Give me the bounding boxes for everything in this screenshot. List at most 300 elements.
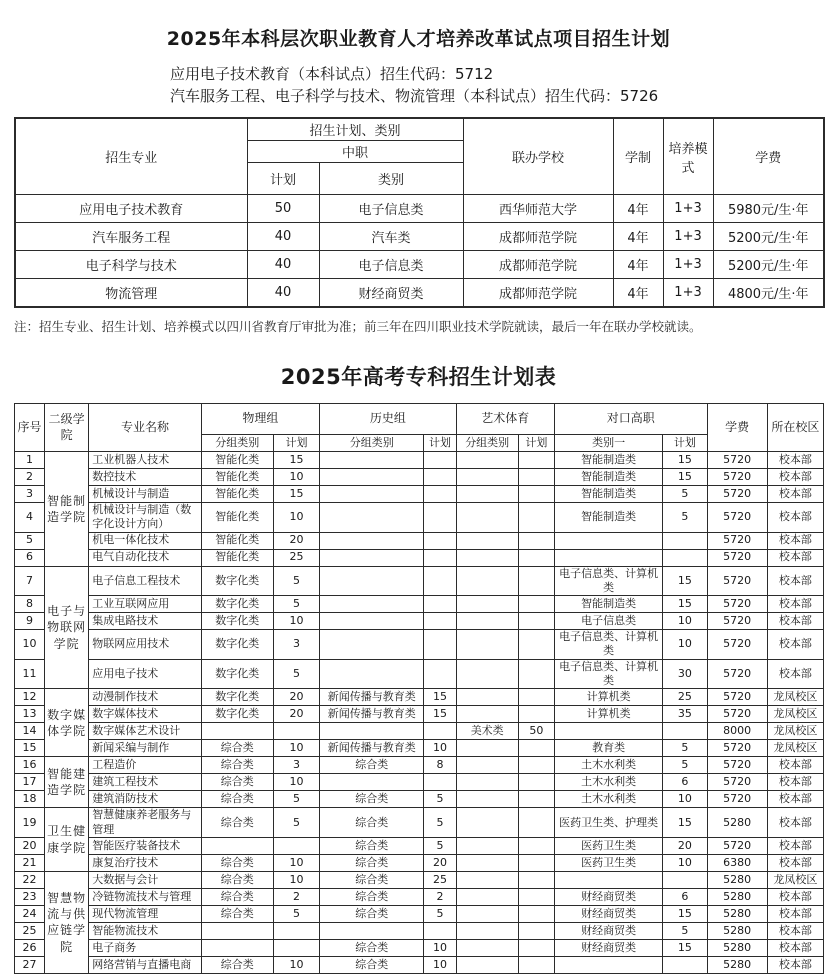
cell-seq: 1 [15, 452, 45, 469]
cell-campus: 校本部 [767, 566, 823, 596]
cell-art-plan [518, 566, 554, 596]
cell-major-name: 机电一体化技术 [89, 532, 201, 549]
table-row [15, 613, 824, 630]
cell-phy-plan: 10 [273, 503, 319, 533]
cell-art-category [456, 503, 518, 533]
cell-phy-category [201, 939, 273, 956]
cell-art-category [456, 549, 518, 566]
header-training-mode: 培养模式 [663, 118, 713, 195]
cell-tuition: 5280 [707, 888, 767, 905]
cell-art-category [456, 659, 518, 689]
cell-voc-plan: 15 [663, 452, 707, 469]
cell-tuition: 5720 [707, 740, 767, 757]
cell-voc-category: 医药卫生类、护理类 [554, 808, 662, 838]
cell-phy-category: 数字化类 [201, 689, 273, 706]
cell-seq: 14 [15, 723, 45, 740]
cell-phy-plan [273, 837, 319, 854]
cell-voc-plan: 10 [663, 854, 707, 871]
cell-voc-category: 财经商贸类 [554, 888, 662, 905]
cell-art-category [456, 774, 518, 791]
cell-voc-category: 计算机类 [554, 706, 662, 723]
table-row [15, 223, 824, 251]
cell-training-mode: 1+3 [663, 279, 713, 308]
cell-major-name: 数字媒体技术 [89, 706, 201, 723]
cell-major: 汽车服务工程 [15, 223, 247, 251]
cell-major: 应用电子技术教育 [15, 195, 247, 223]
cell-his-category: 综合类 [320, 791, 424, 808]
cell-campus: 校本部 [767, 757, 823, 774]
cell-campus: 校本部 [767, 469, 823, 486]
table-row [15, 706, 824, 723]
cell-phy-category: 综合类 [201, 888, 273, 905]
cell-phy-plan: 5 [273, 808, 319, 838]
cell-major-name: 建筑消防技术 [89, 791, 201, 808]
cell-phy-plan: 10 [273, 956, 319, 973]
cell-his-plan: 10 [424, 956, 456, 973]
cell-campus: 校本部 [767, 854, 823, 871]
cell-tuition: 5720 [707, 532, 767, 549]
header-his-plan: 计划 [424, 435, 456, 452]
document-page [0, 24, 837, 974]
cell-seq: 8 [15, 596, 45, 613]
cell-his-category: 新闻传播与教育类 [320, 689, 424, 706]
cell-voc-plan: 30 [663, 659, 707, 689]
cell-tuition: 5200元/生·年 [713, 223, 824, 251]
cell-tuition: 5720 [707, 486, 767, 503]
cell-art-category [456, 596, 518, 613]
cell-his-category: 综合类 [320, 854, 424, 871]
cell-major: 物流管理 [15, 279, 247, 308]
cell-partner-school: 成都师范学院 [463, 251, 613, 279]
subtitle-line-1: 应用电子技术教育（本科试点）招生代码：5712 [170, 65, 494, 83]
footnote: 注：招生专业、招生计划、培养模式以四川省教育厅审批为准；前三年在四川职业技术学院就读，最后一年在联办学校就读。 [14, 319, 702, 334]
cell-phy-plan [273, 723, 319, 740]
cell-phy-category: 综合类 [201, 757, 273, 774]
cell-college: 数字媒体学院 [45, 689, 89, 757]
cell-campus: 龙凤校区 [767, 871, 823, 888]
cell-seq: 11 [15, 659, 45, 689]
header-voc-category-one: 类别一 [554, 435, 662, 452]
cell-voc-plan: 6 [663, 774, 707, 791]
cell-voc-plan: 5 [663, 503, 707, 533]
cell-campus: 校本部 [767, 939, 823, 956]
cell-seq: 24 [15, 905, 45, 922]
cell-tuition: 5280 [707, 939, 767, 956]
cell-art-plan [518, 452, 554, 469]
cell-art-plan [518, 532, 554, 549]
cell-phy-category: 数字化类 [201, 659, 273, 689]
cell-his-plan [424, 723, 456, 740]
cell-art-plan [518, 630, 554, 660]
table-row [15, 659, 824, 689]
table-row [15, 279, 824, 308]
cell-art-plan [518, 837, 554, 854]
cell-his-category [320, 922, 424, 939]
cell-his-category: 综合类 [320, 939, 424, 956]
cell-major-name: 电子信息工程技术 [89, 566, 201, 596]
cell-category: 电子信息类 [319, 251, 463, 279]
cell-category: 财经商贸类 [319, 279, 463, 308]
cell-campus: 校本部 [767, 532, 823, 549]
cell-phy-plan: 15 [273, 486, 319, 503]
cell-voc-category: 计算机类 [554, 689, 662, 706]
cell-phy-category: 综合类 [201, 905, 273, 922]
cell-his-category [320, 774, 424, 791]
cell-phy-plan: 10 [273, 871, 319, 888]
cell-voc-plan: 20 [663, 837, 707, 854]
cell-campus: 校本部 [767, 808, 823, 838]
cell-voc-category [554, 549, 662, 566]
table-row [15, 503, 824, 533]
table-row [15, 740, 824, 757]
cell-his-plan [424, 532, 456, 549]
cell-voc-plan: 5 [663, 757, 707, 774]
cell-his-plan: 25 [424, 871, 456, 888]
cell-major-name: 集成电路技术 [89, 613, 201, 630]
cell-art-category [456, 888, 518, 905]
cell-voc-category: 土木水利类 [554, 757, 662, 774]
cell-art-category [456, 532, 518, 549]
cell-art-category [456, 689, 518, 706]
cell-voc-category: 智能制造类 [554, 452, 662, 469]
cell-phy-category: 智能化类 [201, 486, 273, 503]
cell-voc-plan [663, 871, 707, 888]
cell-seq: 4 [15, 503, 45, 533]
cell-seq: 18 [15, 791, 45, 808]
cell-art-plan: 50 [518, 723, 554, 740]
table-row [15, 922, 824, 939]
table-row [15, 774, 824, 791]
cell-seq: 26 [15, 939, 45, 956]
cell-college: 智能制造学院 [45, 452, 89, 567]
cell-art-category [456, 905, 518, 922]
cell-art-category [456, 791, 518, 808]
header-zhongzhi: 中职 [247, 141, 463, 163]
header-tuition: 学费 [713, 118, 824, 195]
cell-seq: 7 [15, 566, 45, 596]
cell-college: 智慧物流与供应链学院 [45, 871, 89, 973]
cell-phy-category [201, 922, 273, 939]
cell-phy-plan: 10 [273, 774, 319, 791]
cell-seq: 15 [15, 740, 45, 757]
cell-his-plan [424, 596, 456, 613]
cell-art-plan [518, 486, 554, 503]
cell-his-category [320, 452, 424, 469]
cell-art-plan [518, 922, 554, 939]
cell-his-category [320, 630, 424, 660]
cell-phy-plan: 10 [273, 854, 319, 871]
cell-plan: 40 [247, 279, 319, 308]
cell-art-plan [518, 956, 554, 973]
cell-art-category [456, 956, 518, 973]
cell-art-category [456, 566, 518, 596]
cell-his-plan: 2 [424, 888, 456, 905]
cell-phy-category: 智能化类 [201, 549, 273, 566]
cell-voc-plan: 10 [663, 791, 707, 808]
cell-art-plan [518, 888, 554, 905]
table-row [15, 837, 824, 854]
cell-major-name: 动漫制作技术 [89, 689, 201, 706]
table-row [15, 549, 824, 566]
cell-partner-school: 成都师范学院 [463, 279, 613, 308]
cell-art-category [456, 939, 518, 956]
subtitle-line-2: 汽车服务工程、电子科学与技术、物流管理（本科试点）招生代码：5726 [170, 87, 659, 105]
cell-phy-category: 综合类 [201, 774, 273, 791]
cell-art-plan [518, 740, 554, 757]
cell-voc-category: 智能制造类 [554, 503, 662, 533]
table-row [15, 195, 824, 223]
cell-major-name: 数字媒体艺术设计 [89, 723, 201, 740]
cell-phy-category [201, 837, 273, 854]
cell-major-name: 应用电子技术 [89, 659, 201, 689]
cell-voc-plan [663, 956, 707, 973]
cell-voc-plan [663, 532, 707, 549]
cell-seq: 17 [15, 774, 45, 791]
cell-phy-category [201, 723, 273, 740]
cell-phy-plan: 2 [273, 888, 319, 905]
table-row [15, 251, 824, 279]
table-row [15, 566, 824, 596]
cell-his-plan [424, 469, 456, 486]
cell-his-category [320, 659, 424, 689]
cell-major-name: 现代物流管理 [89, 905, 201, 922]
cell-campus: 校本部 [767, 888, 823, 905]
cell-plan: 40 [247, 251, 319, 279]
cell-voc-category: 智能制造类 [554, 486, 662, 503]
cell-seq: 21 [15, 854, 45, 871]
cell-his-plan: 5 [424, 808, 456, 838]
cell-major-name: 智慧健康养老服务与管理 [89, 808, 201, 838]
cell-his-category: 综合类 [320, 956, 424, 973]
cell-art-plan [518, 689, 554, 706]
cell-campus: 校本部 [767, 774, 823, 791]
header-major-name: 专业名称 [89, 404, 201, 452]
cell-campus: 校本部 [767, 659, 823, 689]
cell-major-name: 网络营销与直播电商 [89, 956, 201, 973]
header-college: 二级学院 [45, 404, 89, 452]
cell-tuition: 5720 [707, 706, 767, 723]
cell-voc-category: 智能制造类 [554, 469, 662, 486]
cell-seq: 23 [15, 888, 45, 905]
table-row [15, 723, 824, 740]
cell-seq: 22 [15, 871, 45, 888]
cell-voc-category [554, 723, 662, 740]
cell-tuition: 8000 [707, 723, 767, 740]
header-category: 类别 [319, 163, 463, 195]
cell-his-plan [424, 452, 456, 469]
cell-college: 卫生健康学院 [45, 808, 89, 872]
table-row [15, 791, 824, 808]
cell-art-plan [518, 757, 554, 774]
cell-his-category [320, 549, 424, 566]
cell-plan: 40 [247, 223, 319, 251]
cell-campus: 校本部 [767, 452, 823, 469]
table-row [15, 956, 824, 973]
cell-tuition: 4800元/生·年 [713, 279, 824, 308]
cell-phy-plan: 5 [273, 905, 319, 922]
cell-seq: 10 [15, 630, 45, 660]
cell-phy-plan: 3 [273, 630, 319, 660]
cell-major-name: 大数据与会计 [89, 871, 201, 888]
cell-campus: 龙凤校区 [767, 740, 823, 757]
cell-phy-category: 数字化类 [201, 566, 273, 596]
cell-art-category [456, 837, 518, 854]
cell-major-name: 智能物流技术 [89, 922, 201, 939]
cell-training-mode: 1+3 [663, 195, 713, 223]
cell-phy-category: 智能化类 [201, 452, 273, 469]
cell-phy-plan: 5 [273, 596, 319, 613]
subtitle-block [170, 63, 837, 107]
cell-his-category [320, 566, 424, 596]
table-row [15, 854, 824, 871]
cell-art-plan [518, 503, 554, 533]
cell-major-name: 康复治疗技术 [89, 854, 201, 871]
cell-phy-category: 数字化类 [201, 596, 273, 613]
header-voc-plan: 计划 [663, 435, 707, 452]
cell-his-category: 综合类 [320, 905, 424, 922]
cell-his-category: 综合类 [320, 837, 424, 854]
cell-phy-category: 数字化类 [201, 706, 273, 723]
table-row [15, 486, 824, 503]
cell-his-plan [424, 630, 456, 660]
table-row [15, 757, 824, 774]
cell-voc-plan [663, 549, 707, 566]
cell-his-category [320, 613, 424, 630]
cell-campus: 校本部 [767, 837, 823, 854]
cell-tuition: 5720 [707, 549, 767, 566]
cell-major-name: 机械设计与制造（数字化设计方向） [89, 503, 201, 533]
bachelor-table-body [15, 195, 824, 308]
cell-tuition: 5280 [707, 922, 767, 939]
cell-art-category [456, 922, 518, 939]
cell-campus: 校本部 [767, 613, 823, 630]
cell-campus: 龙凤校区 [767, 689, 823, 706]
cell-phy-category: 综合类 [201, 808, 273, 838]
cell-seq: 13 [15, 706, 45, 723]
header-duration: 学制 [613, 118, 663, 195]
cell-phy-plan: 5 [273, 566, 319, 596]
junior-college-plan-table [14, 403, 824, 974]
cell-tuition: 5720 [707, 566, 767, 596]
cell-his-category [320, 723, 424, 740]
cell-tuition: 5720 [707, 837, 767, 854]
header-partner-school: 联办学校 [463, 118, 613, 195]
cell-art-plan [518, 659, 554, 689]
cell-art-plan [518, 596, 554, 613]
cell-art-category [456, 486, 518, 503]
cell-art-category [456, 452, 518, 469]
cell-seq: 25 [15, 922, 45, 939]
cell-voc-plan: 15 [663, 905, 707, 922]
cell-voc-category: 教育类 [554, 740, 662, 757]
cell-seq: 19 [15, 808, 45, 838]
cell-art-category: 美术类 [456, 723, 518, 740]
cell-voc-category [554, 956, 662, 973]
cell-major-name: 新闻采编与制作 [89, 740, 201, 757]
cell-campus: 校本部 [767, 922, 823, 939]
cell-his-category: 新闻传播与教育类 [320, 740, 424, 757]
cell-phy-plan: 5 [273, 659, 319, 689]
header-tuition2: 学费 [707, 404, 767, 452]
cell-college: 电子与物联网学院 [45, 566, 89, 689]
cell-art-category [456, 469, 518, 486]
cell-tuition: 5720 [707, 469, 767, 486]
cell-tuition: 5720 [707, 774, 767, 791]
cell-campus: 校本部 [767, 596, 823, 613]
table-row [15, 905, 824, 922]
cell-voc-plan: 15 [663, 939, 707, 956]
cell-voc-category: 电子信息类 [554, 613, 662, 630]
header-history-group: 历史组 [320, 404, 457, 435]
cell-partner-school: 成都师范学院 [463, 223, 613, 251]
cell-art-category [456, 630, 518, 660]
cell-his-category [320, 532, 424, 549]
cell-art-plan [518, 613, 554, 630]
cell-seq: 2 [15, 469, 45, 486]
cell-phy-category: 智能化类 [201, 469, 273, 486]
cell-tuition: 5280 [707, 808, 767, 838]
cell-major-name: 冷链物流技术与管理 [89, 888, 201, 905]
cell-art-category [456, 706, 518, 723]
table-row [15, 888, 824, 905]
cell-tuition: 5980元/生·年 [713, 195, 824, 223]
cell-voc-plan: 5 [663, 486, 707, 503]
cell-phy-plan: 15 [273, 452, 319, 469]
cell-voc-plan: 15 [663, 596, 707, 613]
cell-phy-category: 综合类 [201, 791, 273, 808]
cell-plan: 50 [247, 195, 319, 223]
cell-major: 电子科学与技术 [15, 251, 247, 279]
cell-art-plan [518, 871, 554, 888]
cell-his-plan: 15 [424, 689, 456, 706]
cell-training-mode: 1+3 [663, 251, 713, 279]
cell-phy-plan: 10 [273, 740, 319, 757]
table-row [15, 532, 824, 549]
cell-his-plan [424, 659, 456, 689]
cell-seq: 5 [15, 532, 45, 549]
cell-art-category [456, 740, 518, 757]
cell-duration: 4年 [613, 195, 663, 223]
cell-his-plan [424, 774, 456, 791]
cell-duration: 4年 [613, 251, 663, 279]
table-row [15, 939, 824, 956]
cell-his-category: 新闻传播与教育类 [320, 706, 424, 723]
cell-phy-plan: 10 [273, 613, 319, 630]
cell-his-plan [424, 549, 456, 566]
cell-his-plan [424, 503, 456, 533]
cell-his-plan: 10 [424, 939, 456, 956]
cell-voc-plan: 5 [663, 740, 707, 757]
table-row [15, 596, 824, 613]
bachelor-table-header [15, 118, 824, 195]
cell-duration: 4年 [613, 223, 663, 251]
cell-phy-plan [273, 939, 319, 956]
cell-tuition: 5720 [707, 630, 767, 660]
cell-his-category [320, 596, 424, 613]
second-table-title: 2025年高考专科招生计划表 [280, 365, 557, 389]
cell-campus: 校本部 [767, 486, 823, 503]
cell-seq: 9 [15, 613, 45, 630]
cell-voc-category: 智能制造类 [554, 596, 662, 613]
cell-voc-plan: 15 [663, 808, 707, 838]
cell-his-plan: 5 [424, 837, 456, 854]
cell-phy-plan: 20 [273, 706, 319, 723]
header-arts-group: 艺术体育 [456, 404, 554, 435]
cell-voc-category: 土木水利类 [554, 774, 662, 791]
cell-voc-plan: 15 [663, 469, 707, 486]
cell-tuition: 5720 [707, 452, 767, 469]
cell-major-name: 建筑工程技术 [89, 774, 201, 791]
